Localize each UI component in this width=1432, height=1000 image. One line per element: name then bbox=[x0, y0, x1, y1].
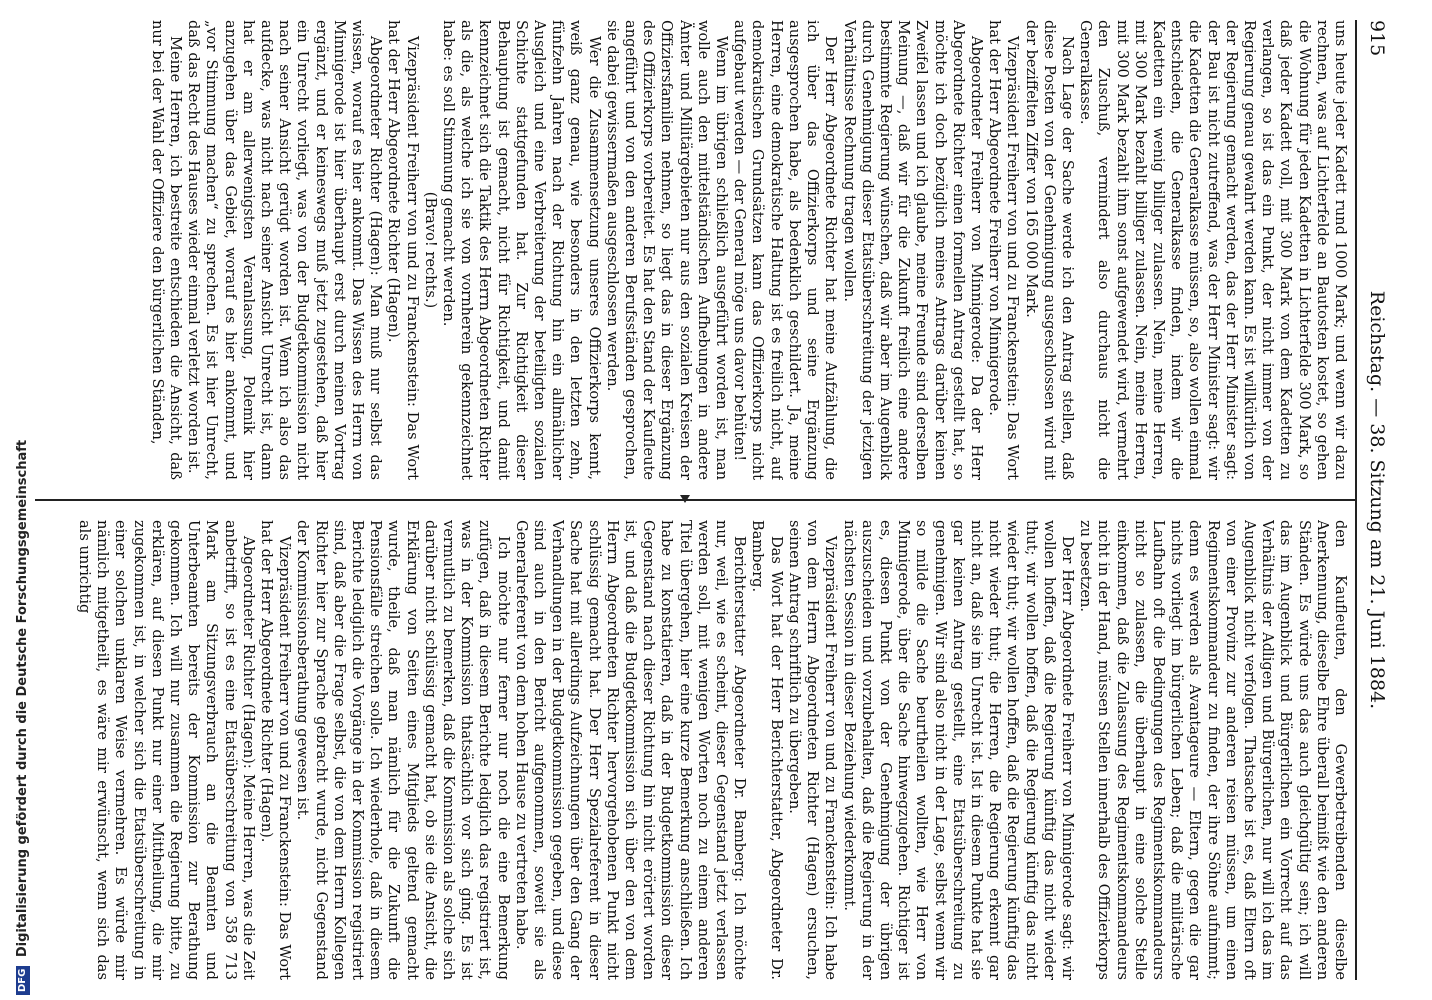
paragraph: uns heute jeder Kadett rund 1000 Mark; und wenn wir dazu rechnen, was auf Lichterfelde an Bautosten kostet, so gehen die Wohnung für jeden Kadetten in Lichterfelde 300 Mark, so daß jeder Kadett voll, mit 300 Mark von dem Kadetten zu verlangen, so ist das ein Punkt, der nicht immer von der Regierung genau gewahrt werden kann. Es ist willkürlich von der Regierung gemacht werden, das der Herr Minister sagt: der Bau ist nicht zutreffend, was der Herr Minister sagt: wir die Kadetten die Generalkasse müssen, so, also wollen einmal entschieden, die Generalkasse finden, indem wir die Kadetten ein wenig billiger zulassen. Nein, meine Herren, mit 300 Mark bezahlt billiger zulassen. Nein, meine Herren, mit 300 Mark bezahlt ihm sonst aufgewendet wird, vermehrt den Zuschuß, vermindert also durchaus nicht die Generalkasse. bbox=[1077, 20, 1349, 481]
paragraph: Vizepräsident Freiherr von und zu Franckenstein: Das Wort hat der Herr Abgeordnete Richter (Hagen). bbox=[258, 519, 294, 980]
paragraph: Das Wort hat der Herr Berichterstatter, Abgeordneter Dr. Bamberg. bbox=[749, 519, 785, 980]
scanned-page bbox=[5, 0, 1405, 1000]
paragraph: Vizepräsident Freiherr von und zu Franckenstein: Ich habe von dem Herrn Abgeordneten Richter (Hagen) ersuchen, seinen Antrag schriftlich zu übergeben. bbox=[785, 519, 840, 980]
applause-note: (Bravo! rechts.) bbox=[421, 191, 439, 309]
paragraph: Vizepräsident Freiherr von und zu Franckenstein: Das Wort hat der Herr Abgeordnete Richter (Hagen). bbox=[385, 20, 421, 481]
credit-text: Digitalisierung gefördert durch die Deutsche Forschungsgemeinschaft bbox=[15, 439, 30, 958]
paragraph: Abgeordneter Richter (Hagen): Man muß nur selbst das wissen, worauf es hier ankommt. Das Wissen des Herrn von Minnigerode ist hier überhaupt erst durch meinen Vortrag ergänzt, und er keineswegs muß jetzt zugestehen, daß hier ein Unrecht vorliegt, was von der Budgetkommission nicht nach seiner Ansicht gerügt worden ist. Wenn ich also das aufdecke, was nicht nach seiner Ansicht Unrecht ist, dann hat er am allerwenigsten Veranlassung, Polemik hier anzugehen über das Gebiet, worauf es hier ankommt, und „vor Stimmung machen“ zu sprechen. Es ist hier Unrecht, daß das Recht des Hauses wieder einmal verletzt worden ist. bbox=[185, 20, 385, 481]
paragraph: den Kaufleuten, den Gewerbetreibenden dieselbe Anerkennung, dieselbe Ehre überall beimißt wie den anderen Ständen. Es würde uns das auch gleichgültig sein; ich will das im Augenblick und Bürgerlichen ein Vorrecht auf das Verhältnis der Adligen und Bürgerlichen, nur will ich das im Augenblick nicht verfolgen. Thatsache ist es, daß Eltern oft von einer Provinz zur anderen reisen müssen, um einen Regimentskommandeur zu finden, der ihre Söhne aufnimmt; denn es werden als Avantageure — Eltern, gegen die gar nichts vorliegt im bürgerlichen Leben; daß die militärische Laufbahn oft die Bedingungen des Regimentskommandeurs nicht so zulassen, die überhaupt in eine solche Stelle einkommen, daß die Zulassung des Regimentskommandeurs nicht in der Hand, müssen Stellen innerhalb des Offizierkorps zu besetzen. bbox=[1077, 519, 1349, 980]
paragraph: Wer die Zusammensetzung unseres Offizierkorps kennt, weiß ganz genau, wie besonders in den letzten zehn, fünfzehn Jahren nach der Richtung hin ein allmählicher Ausgleich und eine Verbreiterung der beteiligten sozialen Schichte stattgefunden hat. Zur Richtigkeit dieser Behauptung ist gemacht, nicht für Richtigkeit, und damit kennzeichnet sich die Taktik des Herrn Abgeordneten Richter als die, als welche ich sie von vornherein gekennzeichnet habe: es soll Stimmung gemacht werden. bbox=[440, 20, 603, 481]
paragraph: Abgeordneter Freiherr von Minnigerode: Da der Herr Abgeordnete Richter einen formellen Antrag gestellt hat, so möchte ich doch bezüglich meines Antrags darüber keinen Zweifel lassen und ich glaube, meine Freunde sind derselben Meinung —, daß wir für die Zukunft freilich eine andere bestimmte Regierung wünschen, daß wir aber im Augenblick durch Genehmigung dieser Etatsüberschreitung der jetzigen Verhältnisse Rechnung tragen wollen. bbox=[840, 20, 985, 481]
page-header bbox=[1355, 20, 1397, 980]
paragraph: Nach Lage der Sache werde ich den Antrag stellen, daß diese Posten von der Genehmigung ausgeschlossen wird mit der beziffelten Ziffer von 165 000 Mark. bbox=[1022, 20, 1076, 481]
paragraph: Berichterstatter Abgeordneter Dr. Bamberg: Ich möchte nur, weil, wie es scheint, dieser Gegenstand jetzt verlassen werden soll, mit wenigen Worten noch zu einem anderen Titel übergehen, hier eine kurze Bemerkung anschließen. Ich habe zu konstatieren, daß in der Budgetkommission dieser Gegenstand nach dieser Richtung hin nicht erörtert worden ist, und daß die Budgetkommission sich über den von dem Herrn Abgeordneten Richter hervorgehobenen Punkt nicht schlüssig gemacht hat. Der Herr Spezialreferent in dieser Sache hat mit allerdings Aufzeichnungen über den Gang der Verhandlungen in der Budgetkommission gegeben, und diese sind auch in den Bericht aufgenommen, soweit sie als Generalreferent von dem hohen Hause zu vertreten habe. bbox=[512, 519, 749, 980]
paragraph: Der Herr Abgeordnete Freiherr von Minnigerode sagt: wir wollen hoffen, daß die Regierung künftig das nicht wieder thut; wir wollen hoffen, daß die Regierung künftig das nicht wieder thut; wir wollen hoffen, daß die Regierung künftig das nicht wieder thut; die Herren, die Regierung erkennt gar nicht an, daß sie im Unrecht ist. Ist in diesem Punkte hat sie gar keinen Antrag gestellt, eine Etatsüberschreitung zu genehmigen. Wir sind also nicht in der Lage, selbst wenn wir so milde die Sache beurtheilen wollten, wie Herr von Minnigerode, über die Sache hinwegzugehen. Richtiger ist es, diesen Punkt von der Genehmigung der übrigen auszuscheiden und vorzubehalten, daß die Regierung in der nächsten Session in dieser Beziehung wiederkommt. bbox=[840, 519, 1076, 980]
digitization-credit bbox=[8, 0, 38, 995]
paragraph: Der Herr Abgeordnete Richter hat meine Aufzählung, die ich über das Offizierkorps und seine Ergänzung ausgesprochen habe, als bedenklich geschildert. Ja, meine Herren, eine demokratische Haltung ist es freilich nicht, auf demokratischen Grundsätzen kann das Offizierkorps nicht aufgebaut werden — der General möge uns davor behüten! bbox=[731, 20, 840, 481]
paragraph: Ich möchte nur ferner nur noch die eine Bemerkung zufügen, daß in diesem Berichte lediglich das registriert ist, was in der Kommission thatsächlich vor sich ging. Es ist vermutlich zu bemerken, daß die Kommission als solche sich darüber nicht schlüssig gemacht hat, ob sie die Ansicht, die Erklärung von Seiten eines Mitglieds geltend gemacht wurde, theile, daß man nämlich für die Zukunft die Pensionsfälle streichen solle. Ich wiederhole, daß in diesem Berichte lediglich die Vorgänge in der Kommission registriert sind, daß aber die Frage selbst, die von dem Herrn Kollegen Richter hier zur Sprache gebracht wurde, nicht Gegenstand der Kommissionsberathung gewesen ist. bbox=[294, 519, 512, 980]
paragraph: Vizepräsident Freiherr von und zu Franckenstein: Das Wort hat der Herr Abgeordnete Freiherr von Minnigerode. bbox=[986, 20, 1022, 481]
paragraph: Wenn im übrigen schließlich ausgeführt worden ist, man wolle auch den mittelständischen Aufhebungen in andere Ämter und Militärgebieten nur aus den sozialen Kreisen der Offiziersfamilien nehmen, so liegt das in dieser Ergänzung des Offizierkorps vorbereitet. Es hat den Stand der Kaufleute angeführt und von den anderen Berufsständen gesprochen, sie dabei gewissermaßen ausgeschlossen werden. bbox=[603, 20, 731, 481]
column-right bbox=[35, 520, 1355, 980]
paragraph: Abgeordneter Richter (Hagen): Meine Herren, was die Zeit anbetrifft, so ist es eine Etatsüberschreitung von 358 713 Mark am Sitzungsverbrauch an die Beamten und Unterbeamten bereits der Kommission zur Berathung gekommen. Ich will nur zusammen die Regierung bitte, zu erklären, auf diesen Punkt nur einer Mittheilung, die mir zugekommen ist, in welcher sich die Etatsüberschreitung in einer solchen unklaren Weise vermehren. Es würde mir nämlich mitgetheilt, es wäre mir erwünscht, wenn sich das als unrichtig bbox=[75, 519, 257, 980]
column-left bbox=[35, 20, 1355, 480]
dfg-logo: DFG bbox=[16, 966, 30, 995]
paragraph: Meine Herren, ich bestreite entschieden die Ansicht, daß nur bei der Wahl der Offiziere den bürgerlichen Ständen, bbox=[148, 20, 184, 481]
page-number: 915 bbox=[1366, 20, 1388, 57]
column-separator bbox=[35, 499, 1355, 501]
running-title: Reichstag. — 38. Sitzung am 21. Juni 1884. bbox=[1366, 290, 1388, 710]
